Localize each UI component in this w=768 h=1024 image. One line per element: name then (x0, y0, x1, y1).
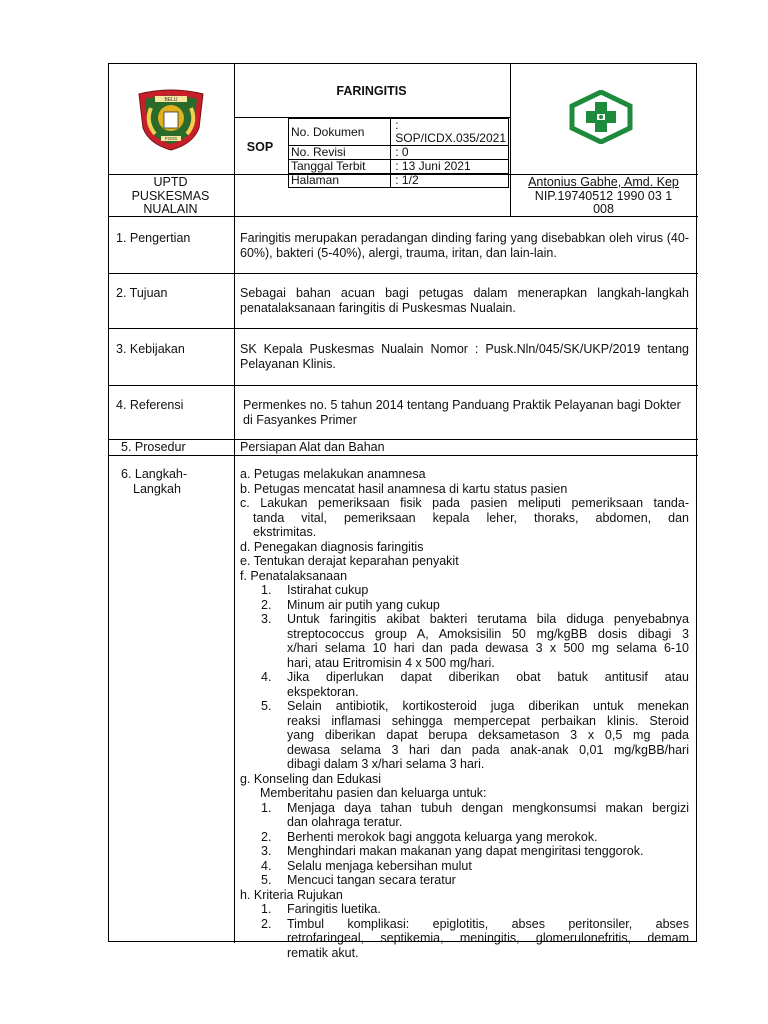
document-meta-table (288, 118, 509, 188)
step-c-line: tanda vital, pemeriksaan kepala leher, thoraks, abdomen, dan (253, 510, 689, 525)
numbered-item (240, 844, 689, 859)
numbered-item (240, 583, 689, 598)
item-number: 5. (261, 873, 272, 887)
item-number: 2. (261, 916, 272, 931)
regency-crest-logo (133, 88, 209, 152)
meta-row (289, 146, 509, 160)
meta-key: Tanggal Terbit (289, 160, 391, 174)
item-line: dibagi dalam 3 x/hari selama 3 hari. (287, 757, 485, 771)
numbered-item (240, 902, 689, 917)
row-line-3 (109, 328, 698, 329)
signer-nip: NIP.19740512 1990 03 1 (534, 188, 673, 203)
crest-top-text: BELU (164, 97, 178, 103)
step-c-line: ekstrimitas. (253, 525, 317, 539)
item-line: Timbul komplikasi: epiglotitis, abses peritonsiler, abses (287, 916, 689, 931)
section-text-kebijakan: SK Kepala Puskesmas Nualain Nomor : Pusk.Nln/045/SK/UKP/2019 tentang Pelayanan Klinis. (240, 342, 689, 371)
item-line: Berhenti merokok bagi anggota keluarga yang merokok. (287, 829, 598, 844)
step-g-intro: Memberitahu pasien dan keluarga untuk: (260, 786, 487, 800)
numbered-item (240, 830, 689, 845)
item-line: dan olahraga teratur. (287, 815, 403, 829)
item-line: Untuk faringitis akibat bakteri terutama bila diduga penyebabnya (287, 612, 689, 626)
step-d: d. Penegakan diagnosis faringitis (240, 539, 424, 554)
item-line: Istirahat cukup (287, 583, 369, 597)
numbered-item (240, 670, 689, 699)
item-number: 3. (261, 612, 272, 626)
step-c-line: c. Lakukan pemeriksaan fisik pada pasien meliputi pemeriksaan tanda- (240, 496, 689, 510)
numbered-item (240, 612, 689, 670)
meta-key: No. Revisi (289, 146, 391, 160)
section-text-prosedur: Persiapan Alat dan Bahan (240, 440, 385, 454)
numbered-item (240, 917, 689, 961)
section-text-tujuan: Sebagai bahan acuan bagi petugas dalam menerapkan langkah-langkah penatalaksanaan faringitis di Puskesmas Nualain. (240, 286, 689, 315)
numbered-item (240, 699, 689, 772)
langkah-label-line: Langkah (133, 482, 181, 496)
meta-row (289, 160, 509, 174)
item-number: 5. (261, 699, 272, 713)
column-divider (234, 64, 235, 943)
org-line: UPTD (153, 175, 188, 189)
item-line: rematik akut. (287, 945, 359, 960)
item-line: retrofaringeal, septikemia, meningitis, glomerulonefritis, demam (287, 931, 689, 945)
document-title: FARINGITIS (336, 84, 407, 98)
organization-name (108, 176, 233, 217)
puskesmas-logo (566, 90, 636, 144)
section-text-referensi: Permenkes no. 5 tahun 2014 tentang Panduang Praktik Pelayanan bagi Dokter di Fasyankes Primer (243, 398, 681, 427)
rujukan-list (240, 902, 689, 960)
item-line: streptococcus group A, Amoksisilin 50 mg/kgBB dosis dibagi 3 (287, 626, 689, 641)
signer-block (510, 176, 697, 217)
item-number: 2. (261, 597, 272, 612)
signer-nip-cont: 008 (593, 202, 614, 216)
row-line-4 (109, 385, 698, 386)
org-line: PUSKESMAS (131, 188, 210, 203)
meta-value: : SOP/ICDX.035/2021 (391, 119, 509, 146)
crest-bottom-text: FOSS (164, 136, 178, 141)
section-label-pengertian: 1. Pengertian (116, 231, 191, 245)
langkah-label-line: 6. Langkah- (121, 467, 188, 481)
meta-key: No. Dokumen (289, 119, 391, 146)
item-number: 2. (261, 829, 272, 844)
step-f: f. Penatalaksanaan (240, 568, 348, 583)
signer-name: Antonius Gabhe, Amd. Kep (528, 175, 679, 189)
step-g: g. Konseling dan Edukasi (240, 771, 382, 786)
item-number: 1. (261, 800, 272, 815)
meta-row (289, 174, 509, 188)
row-line-2 (109, 273, 698, 274)
meta-value: : 0 (391, 146, 509, 160)
langkah-content (240, 467, 689, 960)
meta-row (289, 119, 509, 146)
item-line: Minum air putih yang cukup (287, 597, 440, 612)
row-line-5 (109, 439, 698, 440)
item-line: ekspektoran. (287, 684, 359, 699)
meta-value: : 1/2 (391, 174, 509, 188)
section-label-prosedur: 5. Prosedur (121, 440, 186, 454)
item-line: hari, atau Eritromisin 4 x 500 mg/hari. (287, 655, 495, 670)
item-number: 4. (261, 670, 272, 684)
meta-key: Halaman (289, 174, 391, 188)
step-e: e. Tentukan derajat keparahan penyakit (240, 554, 459, 568)
item-number: 1. (261, 902, 272, 916)
step-b: b. Petugas mencatat hasil anamnesa di kartu status pasien (240, 481, 568, 496)
item-number: 3. (261, 844, 272, 858)
penatalaksanaan-list (240, 583, 689, 772)
item-line: yang diberikan dapat berupa deksametason 3 x 0,5 mg pada (287, 728, 689, 742)
konseling-list (240, 801, 689, 888)
step-h: h. Kriteria Rujukan (240, 887, 343, 902)
row-line-6 (109, 455, 698, 456)
meta-value: : 13 Juni 2021 (391, 160, 509, 174)
item-line: Mencuci tangan secara teratur (287, 873, 456, 887)
item-number: 1. (261, 583, 272, 597)
item-number: 4. (261, 858, 272, 873)
item-line: Menghindari makan makanan yang dapat mengiritasi tenggorok. (287, 844, 644, 858)
org-line: NUALAIN (143, 202, 198, 216)
numbered-item (240, 801, 689, 830)
section-label-langkah (121, 467, 187, 497)
numbered-item (240, 873, 689, 888)
item-line: Menjaga daya tahan tubuh dengan mengkonsumsi makan bergizi (287, 800, 689, 815)
section-label-referensi: 4. Referensi (116, 398, 184, 412)
section-text-pengertian: Faringitis merupakan peradangan dinding faring yang disebabkan oleh virus (40-60%), bakteri (5-40%), alergi, trauma, iritan, dan lain-lain. (240, 231, 689, 260)
numbered-item (240, 598, 689, 613)
item-line: Jika diperlukan dapat diberikan obat batuk antitusif atau (287, 670, 689, 684)
item-line: x/hari selama 10 hari dan pada dewasa 3 x 500 mg selama 6-10 (287, 641, 689, 655)
section-label-kebijakan: 3. Kebijakan (116, 342, 185, 356)
sop-label: SOP (246, 140, 274, 154)
item-line: Faringitis luetika. (287, 902, 381, 916)
item-line: Selalu menjaga kebersihan mulut (287, 858, 472, 873)
numbered-item (240, 859, 689, 874)
item-line: reaksi inflamasi sehingga mempercepat perbaikan klinis. Steroid (287, 713, 689, 728)
section-label-tujuan: 2. Tujuan (116, 286, 168, 300)
step-a: a. Petugas melakukan anamnesa (240, 467, 426, 481)
item-line: dewasa selama 3 hari dan pada anak-anak 0,01 mg/kgBB/hari (287, 742, 689, 757)
item-line: Selain antibiotik, kortikosteroid juga diberikan untuk menekan (287, 699, 689, 713)
